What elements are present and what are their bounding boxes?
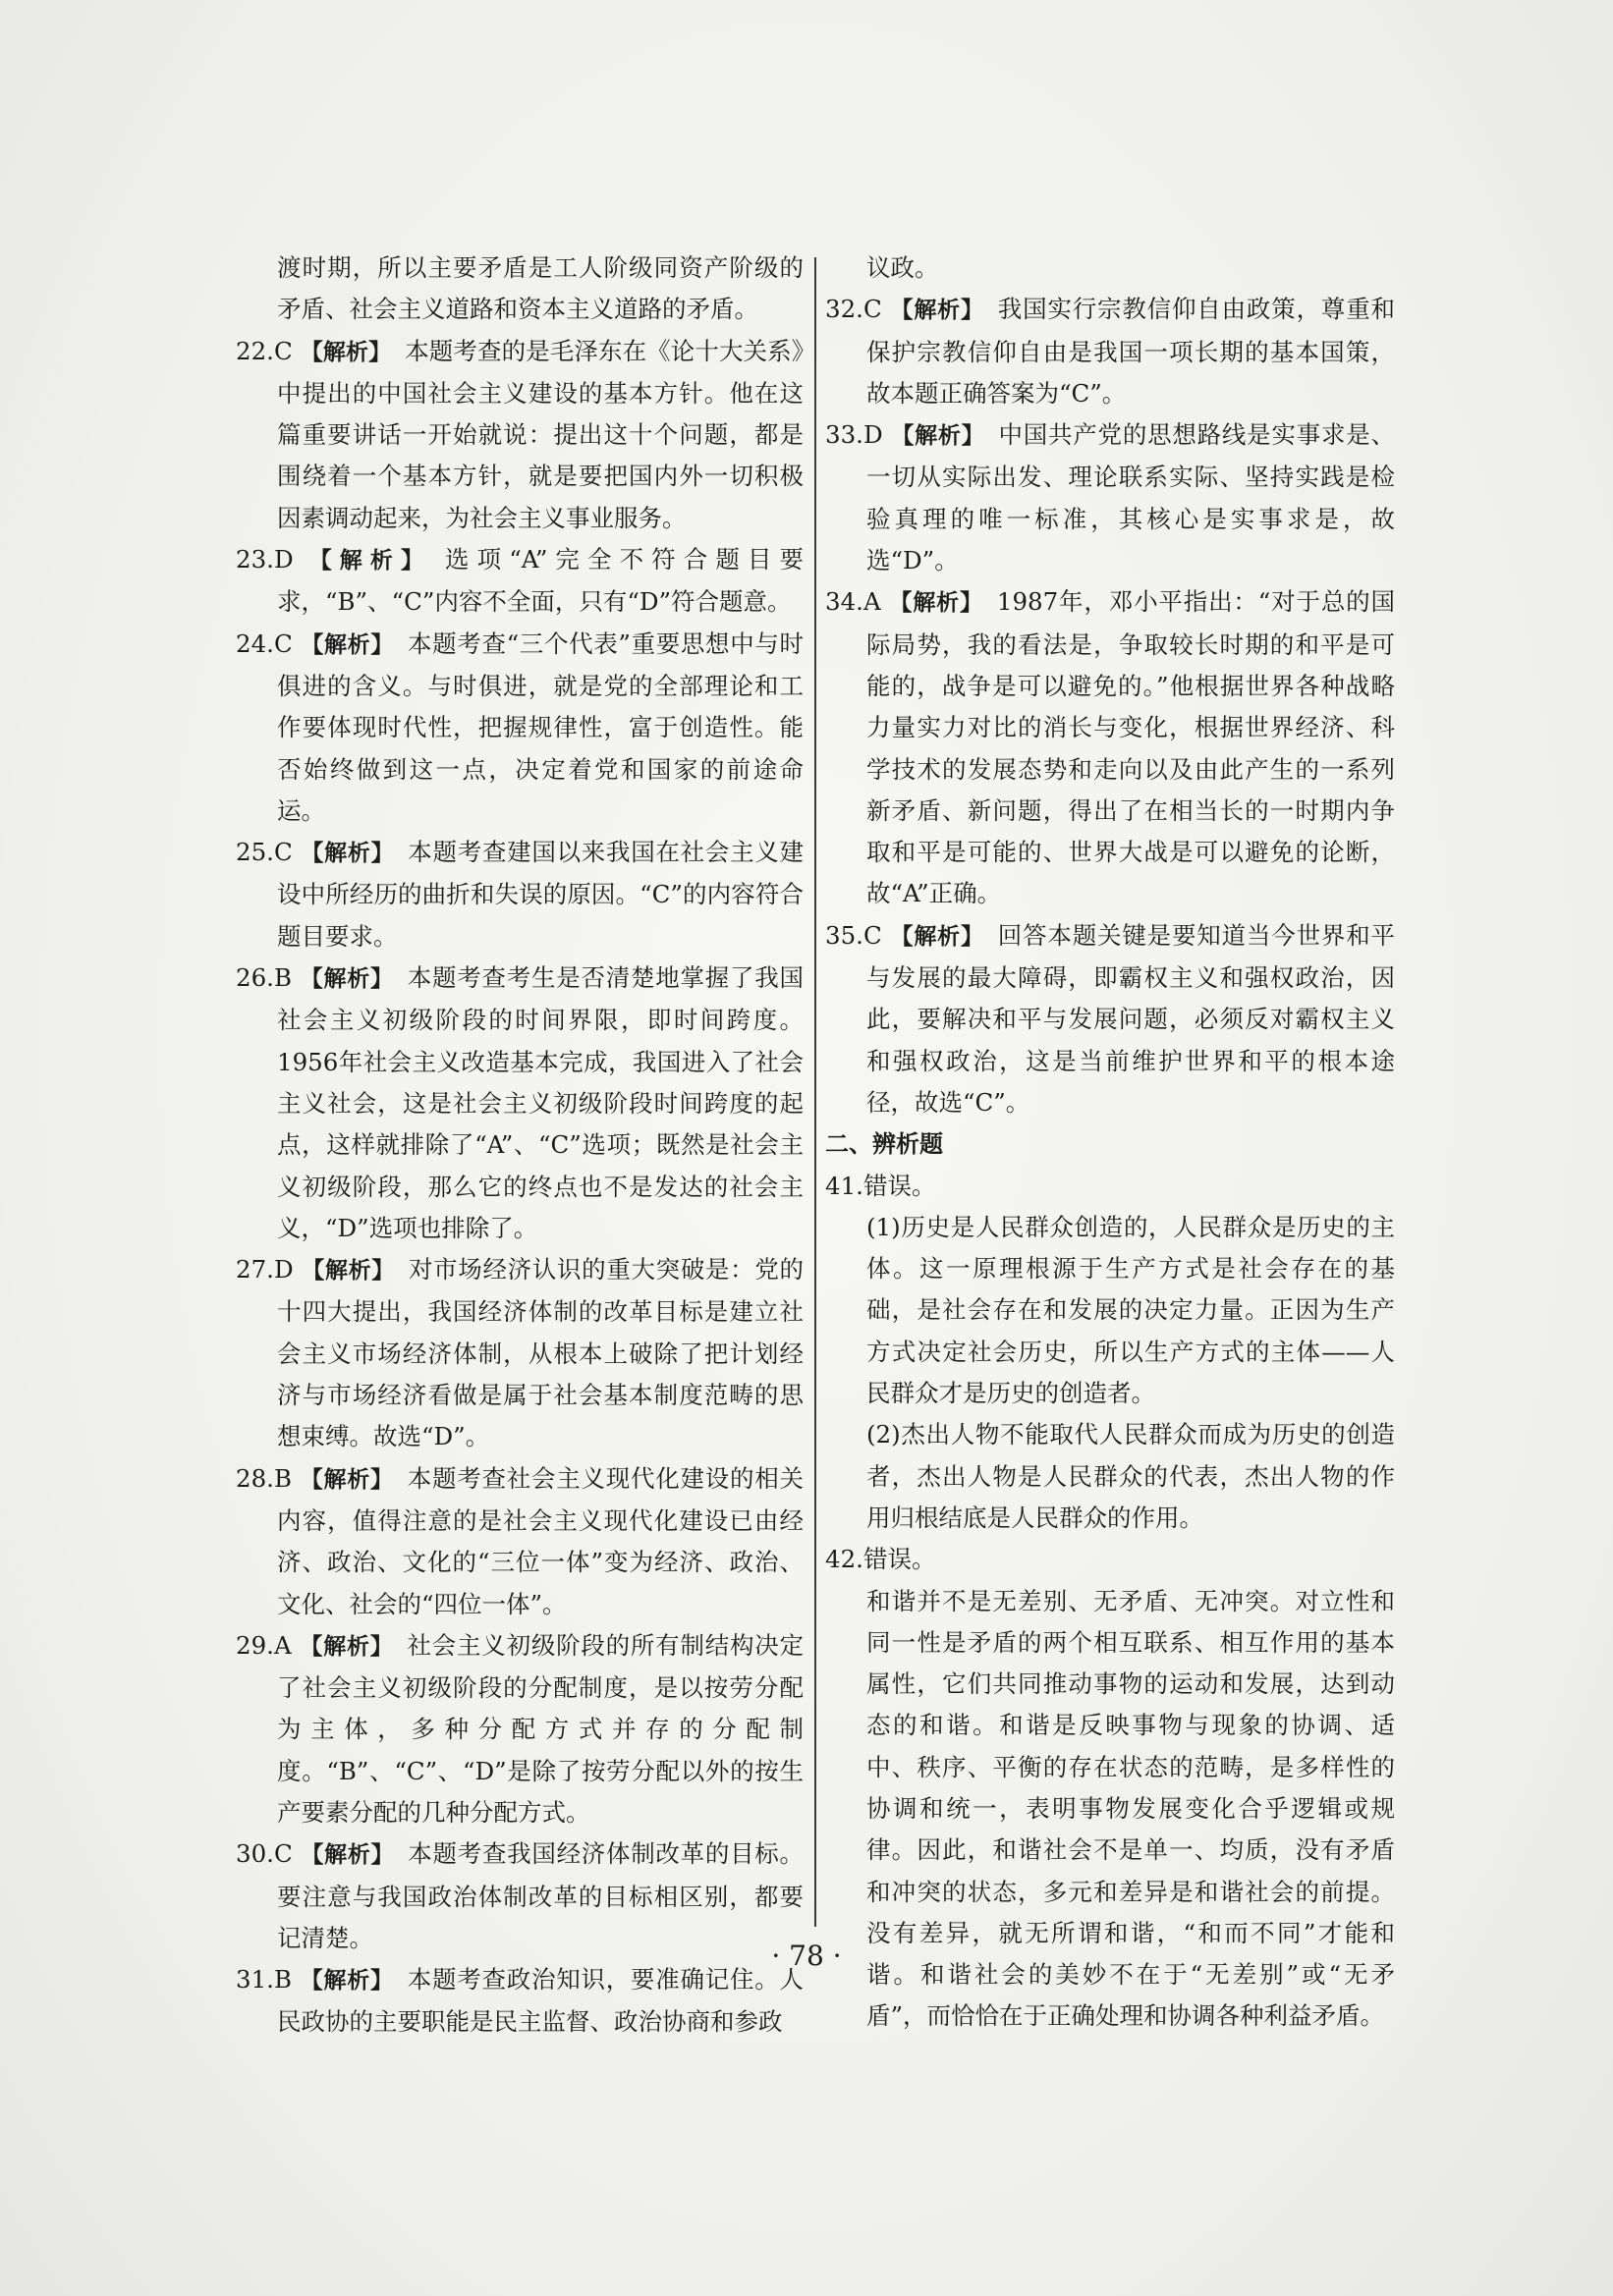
answer-item — [825, 414, 1395, 581]
continued-text: 渡时期，所以主要矛盾是工人阶级同资产阶级的矛盾、社会主义道路和资本主义道路的矛盾。 — [277, 253, 804, 324]
answer-text: 本题考查“三个代表”重要思想中与时俱进的含义。与时俱进，就是党的全部理论和工作要体现时代性，把握规律性，富于创造性。能否始终做到这一点，决定着党和国家的前途命运。 — [277, 629, 805, 825]
answer-text: 对市场经济认识的重大突破是：党的十四大提出，我国经济体制的改革目标是建立社会主义市场经济体制，从根本上破除了把计划经济与市场经济看做是属于社会基本制度范畴的思想束缚。故选“D”。 — [277, 1255, 805, 1451]
answer-number: 26.B — [236, 963, 292, 993]
answer-number: 27.D — [236, 1255, 294, 1285]
analysis-tag: 【解析】 — [889, 923, 984, 950]
column-divider — [814, 257, 816, 1927]
answer-item — [236, 1249, 804, 1457]
answer-item — [236, 331, 804, 539]
answer-text: 社会主义初级阶段的所有制结构决定了社会主义初级阶段的分配制度，是以按劳分配为主体，多种分配方式并存的分配制度。“B”、“C”、“D”是除了按劳分配以外的按生产要素分配的几种分配方式。 — [277, 1630, 805, 1827]
answer-item — [236, 539, 804, 624]
answer-number: 29.A — [236, 1630, 292, 1660]
answer-item — [825, 915, 1395, 1123]
answer-number-line: 42.错误。 — [825, 1545, 936, 1574]
answer-text: 本题考查建国以来我国在社会主义建设中所经历的曲折和失误的原因。“C”的内容符合题目要求。 — [277, 838, 805, 951]
answer-text: 本题考查政治知识，要准确记住。人民政协的主要职能是民主监督、政治协商和参政 — [277, 1965, 805, 2037]
analysis-tag: 【解析】 — [300, 339, 392, 365]
answer-number: 33.D — [825, 420, 883, 450]
answer-number: 30.C — [236, 1839, 293, 1869]
answer-item — [236, 957, 804, 1249]
answer-text: 本题考查我国经济体制改革的目标。要注意与我国政治体制改革的目标相区别，都要记清楚。 — [277, 1839, 805, 1952]
answer-text: 本题考查社会主义现代化建设的相关内容，值得注意的是社会主义现代化建设已由经济、政治、文化的“三位一体”变为经济、政治、文化、社会的“四位一体”。 — [277, 1463, 805, 1618]
analysis-tag: 【解析】 — [300, 1842, 395, 1869]
analysis-tag: 【解析】 — [888, 590, 983, 617]
analysis-tag: 【解析】 — [300, 841, 395, 867]
answer-item — [236, 624, 804, 832]
answer-number: 35.C — [825, 920, 882, 950]
answer-number: 28.B — [236, 1463, 292, 1493]
answer-text: 1987年，邓小平指出：“对于总的国际局势，我的看法是，争取较长时期的和平是可能的，战争是可以避免的。”他根据世界各种战略力量实力对比的消长与变化，根据世界经济、科学技术的发展态势和走向以及由此产生的一系列新矛盾、新问题，得出了在相当长的一时期内争取和平是可能的、世界大战是可以避免的论断，故“A”正确。 — [866, 587, 1396, 908]
page-number: · 78 · — [771, 1940, 842, 1972]
answer-text: 回答本题关键是要知道当今世界和平与发展的最大障碍，即霸权主义和强权政治，因此，要解决和平与发展问题，必须反对霸权主义和强权政治，这是当前维护世界和平的根本途径，故选“C”。 — [866, 920, 1396, 1117]
answer-number: 24.C — [236, 629, 293, 658]
analysis-tag: 【解析】 — [299, 966, 394, 993]
left-column — [236, 247, 804, 2044]
analysis-tag: 【解析】 — [890, 423, 985, 450]
analysis-tag: 【解析】 — [300, 631, 394, 658]
answer-number: 22.C — [236, 336, 293, 365]
paragraph: (1)历史是人民群众创造的，人民群众是历史的主体。这一原理根源于生产方式是社会存在的基础，是社会存在和发展的决定力量。正因为生产方式决定社会历史，所以生产方式的主体——人民群众才是历史的创造者。 — [866, 1212, 1395, 1408]
paragraph: 和谐并不是无差别、无矛盾、无冲突。对立性和同一性是矛盾的两个相互联系、相互作用的基本属性，它们共同推动事物的运动和发展，达到动态的和谐。和谐是反映事物与现象的协调、适中、秩序、平衡的存在状态的范畴，是多样性的协调和统一，表明事物发展变化合乎逻辑或规律。因此，和谐社会不是单一、均质，没有矛盾和冲突的状态，多元和差异是和谐社会的前提。没有差异，就无所谓和谐，“和而不同”才能和谐。和谐社会的美妙不在于“无差别”或“无矛盾”，而恰恰在于正确处理和协调各种利益矛盾。 — [866, 1586, 1395, 2031]
answer-item — [825, 289, 1395, 414]
answer-number: 31.B — [236, 1965, 292, 1995]
answer-item — [236, 1959, 804, 2044]
answer-number: 34.A — [825, 587, 881, 617]
analysis-tag: 【解析】 — [299, 1466, 394, 1493]
section-heading: 二、辨析题 — [825, 1130, 943, 1159]
answer-text: 我国实行宗教信仰自由政策，尊重和保护宗教信仰自由是我国一项长期的基本国策，故本题正确答案为“C”。 — [866, 295, 1396, 408]
answer-item — [825, 581, 1395, 914]
answer-number: 32.C — [825, 295, 882, 324]
answer-item — [236, 1625, 804, 1833]
analysis-tag: 【解析】 — [299, 1968, 394, 1995]
analysis-tag: 【解析】 — [301, 1258, 395, 1285]
analysis-tag: 【解析】 — [299, 1633, 394, 1660]
answer-number-line: 41.错误。 — [825, 1171, 936, 1200]
answer-item — [236, 1458, 804, 1625]
answer-text: 中国共产党的思想路线是实事求是、一切从实际出发、理论联系实际、坚持实践是检验真理的唯一标准，其核心是实事求是，故选“D”。 — [866, 420, 1396, 575]
paragraph: (2)杰出人物不能取代人民群众而成为历史的创造者，杰出人物是人民群众的代表，杰出人物的作用归根结底是人民群众的作用。 — [866, 1420, 1395, 1532]
answer-item — [236, 832, 804, 957]
answer-text: 本题考查考生是否清楚地掌握了我国社会主义初级阶段的时间界限，即时间跨度。1956年社会主义改造基本完成，我国进入了社会主义社会，这是社会主义初级阶段时间跨度的起点，这样就排除了“A”、“C”选项；既然是社会主义初级阶段，那么它的终点也不是发达的社会主义，“D”选项也排除了。 — [277, 963, 805, 1242]
answer-number: 25.C — [236, 838, 293, 867]
answer-number: 23.D — [236, 545, 294, 574]
right-column — [825, 247, 1395, 2038]
answer-text: 选项“A”完全不符合题目要求，“B”、“C”内容不全面，只有“D”符合题意。 — [277, 545, 804, 617]
analysis-tag: 【解析】 — [301, 548, 432, 574]
analysis-tag: 【解析】 — [889, 298, 984, 324]
answer-text: 本题考查的是毛泽东在《论十大关系》中提出的中国社会主义建设的基本方针。他在这篇重要讲话一开始就说：提出这十个问题，都是围绕着一个基本方针，就是要把国内外一切积极因素调动起来，为社会主义事业服务。 — [277, 336, 804, 532]
continued-text: 议政。 — [866, 253, 939, 282]
